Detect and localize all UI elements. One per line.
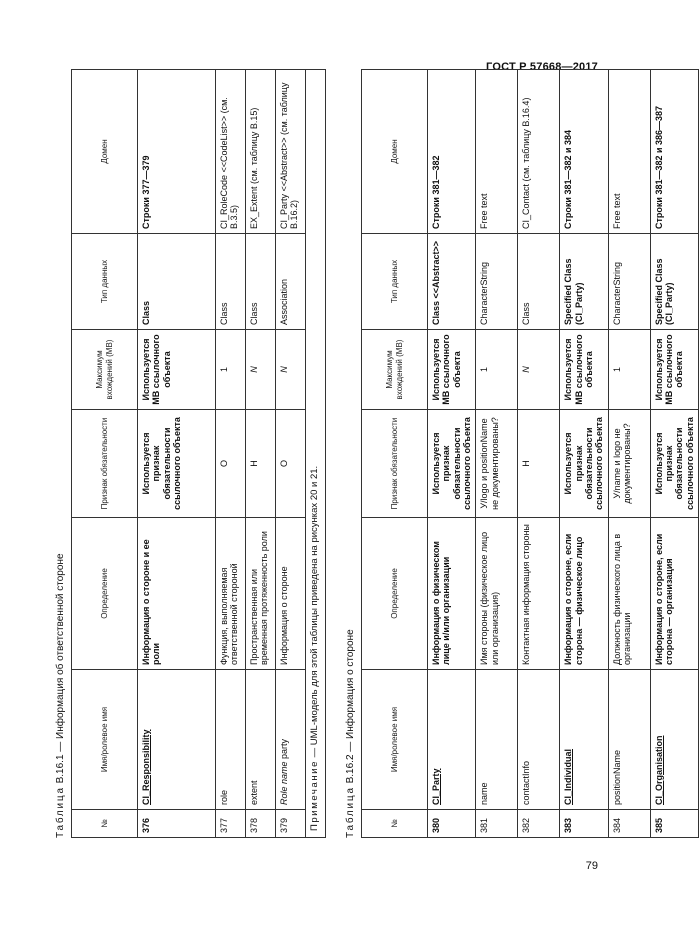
row-def: Информация о стороне, если сторона — организация — [650, 518, 698, 670]
row-oblig: Используется признак обязательности ссылочного объекта — [560, 410, 608, 518]
table2-caption — [345, 629, 356, 838]
standard-header: ГОСТ Р 57668—2017 — [486, 61, 598, 73]
table-row — [216, 70, 246, 838]
table-row — [650, 70, 698, 838]
row-oblig: Используется признак обязательности ссылочного объекта — [138, 410, 216, 518]
row-name: name — [476, 670, 518, 810]
table1 — [71, 69, 326, 838]
row-max: N — [276, 330, 306, 410]
row-name: party — [279, 738, 289, 759]
row-domain: Free text — [608, 70, 650, 234]
row-max: 1 — [216, 330, 246, 410]
row-num: 383 — [560, 810, 608, 838]
row-def: Функция, выполняемая ответственной стороной — [216, 518, 246, 670]
row-domain: CI_Party <<Abstract>> (см. таблицу В.16.2) — [276, 70, 306, 234]
row-num: 385 — [650, 810, 698, 838]
table-row — [560, 70, 608, 838]
table-row — [476, 70, 518, 838]
row-oblig: О — [276, 410, 306, 518]
table2-col-name: Имя/ролевое имя — [362, 670, 428, 810]
table2-caption-label: Таблица — [345, 786, 356, 838]
rotated-content — [55, 70, 695, 838]
table-row — [428, 70, 476, 838]
row-domain: EX_Extent (см. таблицу В.15) — [246, 70, 276, 234]
row-def: Информация о стороне, если сторона — физическое лицо — [560, 518, 608, 670]
table-row — [518, 70, 560, 838]
note-text: — UML-модель для этой таблицы приведена на рисунках 20 и 21. — [309, 465, 320, 758]
table2-col-max: Максимум вхождений (МВ) — [362, 330, 428, 410]
row-max: Используется МВ ссылочного объекта — [428, 330, 476, 410]
table2-col-type: Тип данных — [362, 234, 428, 330]
row-name-cell — [276, 670, 306, 810]
row-type: Association — [276, 234, 306, 330]
row-name: positionName — [608, 670, 650, 810]
row-type: Class — [138, 234, 216, 330]
row-max: 1 — [608, 330, 650, 410]
table2-col-num: № — [362, 810, 428, 838]
row-domain: Free text — [476, 70, 518, 234]
row-oblig: Используется признак обязательности ссылочного объекта — [428, 410, 476, 518]
table1-note-row — [306, 70, 326, 838]
table1-caption-text: В.16.1 — Информация об ответственной стороне — [55, 553, 66, 784]
table2-col-oblig: Признак обязательности — [362, 410, 428, 518]
row-domain: Строки 381—382 и 386—387 — [650, 70, 698, 234]
row-max: Используется МВ ссылочного объекта — [138, 330, 216, 410]
table2-col-def: Определение — [362, 518, 428, 670]
row-type: CharacterString — [608, 234, 650, 330]
row-oblig: У/name и logo не документированы? — [608, 410, 650, 518]
row-name: contactInfo — [518, 670, 560, 810]
table-row — [276, 70, 306, 838]
table1-note — [306, 70, 326, 838]
row-max: Используется МВ ссылочного объекта — [650, 330, 698, 410]
table-row — [246, 70, 276, 838]
row-name: CI_Organisation — [650, 670, 698, 810]
row-domain: CI_Contact (см. таблицу В.16.4) — [518, 70, 560, 234]
table-row — [608, 70, 650, 838]
table1-caption-label: Таблица — [55, 786, 66, 838]
row-domain: Строки 381—382 — [428, 70, 476, 234]
row-type: Class <<Abstract>> — [428, 234, 476, 330]
row-type: Class — [518, 234, 560, 330]
row-num: 382 — [518, 810, 560, 838]
row-num: 378 — [246, 810, 276, 838]
row-num: 380 — [428, 810, 476, 838]
row-type: Class — [246, 234, 276, 330]
row-oblig: Используется признак обязательности ссылочного объекта — [650, 410, 698, 518]
page-number: 79 — [585, 860, 598, 872]
row-num: 384 — [608, 810, 650, 838]
table1-col-oblig: Признак обязательности — [72, 410, 138, 518]
table1-col-domain: Домен — [72, 70, 138, 234]
row-def: Пространственная или временная протяженность роли — [246, 518, 276, 670]
row-name: CI_Individual — [560, 670, 608, 810]
row-def: Имя стороны (физическое лицо или организация) — [476, 518, 518, 670]
table1-col-num: № — [72, 810, 138, 838]
row-def: Контактная информация стороны — [518, 518, 560, 670]
table1-col-type: Тип данных — [72, 234, 138, 330]
row-oblig: Н — [246, 410, 276, 518]
table2-caption-text: В.16.2 — Информация о стороне — [345, 629, 356, 784]
table2-col-domain: Домен — [362, 70, 428, 234]
table1-col-max: Максимум вхождений (МВ) — [72, 330, 138, 410]
row-role-label: Role name — [279, 761, 289, 805]
row-domain: Строки 381—382 и 384 — [560, 70, 608, 234]
row-oblig: Н — [518, 410, 560, 518]
table2-header-row — [362, 70, 428, 838]
row-type: Specified Class (CI_Party) — [650, 234, 698, 330]
row-name: extent — [246, 670, 276, 810]
table1-col-def: Определение — [72, 518, 138, 670]
note-label: Примечание — [309, 760, 320, 831]
row-oblig: О — [216, 410, 246, 518]
row-def: Информация о стороне — [276, 518, 306, 670]
row-max: N — [518, 330, 560, 410]
row-num: 376 — [138, 810, 216, 838]
row-num: 377 — [216, 810, 246, 838]
row-max: 1 — [476, 330, 518, 410]
row-type: Class — [216, 234, 246, 330]
row-oblig: У/logo и positionName не документированы? — [476, 410, 518, 518]
row-max: N — [246, 330, 276, 410]
row-name: role — [216, 670, 246, 810]
table1-col-name: Имя/ролевое имя — [72, 670, 138, 810]
table1-caption — [55, 553, 66, 838]
row-num: 381 — [476, 810, 518, 838]
row-name: CI_Responsibility — [138, 670, 216, 810]
row-def: Должность физического лица в организации — [608, 518, 650, 670]
table2 — [361, 69, 699, 838]
row-domain: Строки 377—379 — [138, 70, 216, 234]
table1-header-row — [72, 70, 138, 838]
row-def: Информация о стороне и ее роли — [138, 518, 216, 670]
row-def: Информация о физическом лице и/или организации — [428, 518, 476, 670]
row-domain: CI_RoleCode <<CodeList>> (см. В.3.5) — [216, 70, 246, 234]
row-name: CI_Party — [428, 670, 476, 810]
table-row — [138, 70, 216, 838]
row-num: 379 — [276, 810, 306, 838]
row-type: CharacterString — [476, 234, 518, 330]
row-type: Specified Class (CI_Party) — [560, 234, 608, 330]
row-max: Используется МВ ссылочного объекта — [560, 330, 608, 410]
